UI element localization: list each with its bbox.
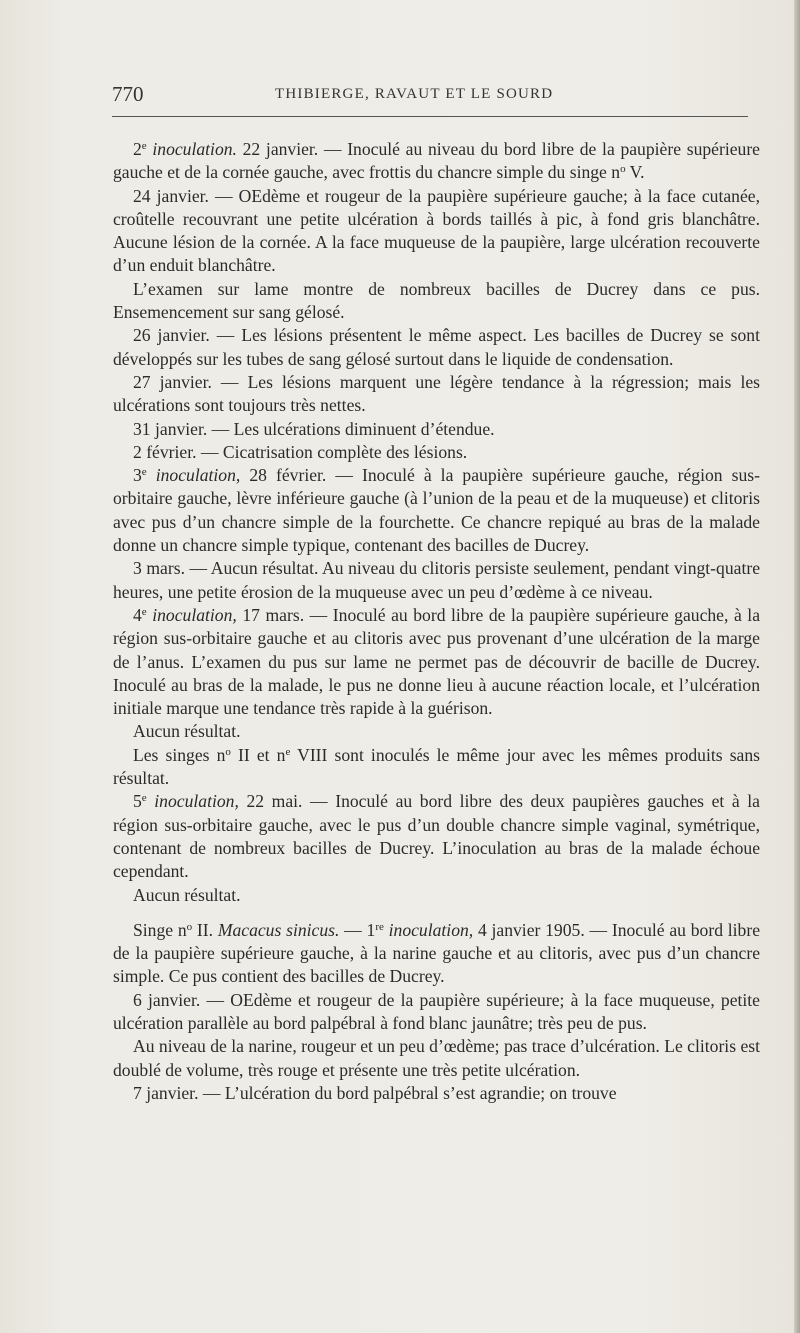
- superscript: e: [285, 745, 291, 758]
- paragraph: [113, 464, 760, 557]
- paragraph: [113, 1082, 760, 1105]
- paragraph: [113, 720, 760, 743]
- text-run: II.: [192, 919, 218, 940]
- superscript: e: [141, 140, 147, 152]
- italic-text: inoculation,: [388, 919, 474, 940]
- text-run: 27 janvier. — Les lésions marquent une légère tendance à la régression; mais les ulcérations sont toujours très nettes.: [113, 371, 760, 416]
- superscript: o: [186, 920, 193, 933]
- text-run: 3: [133, 465, 142, 486]
- text-run: 7 janvier. — L’ulcération du bord palpébral s’est agrandie; on trouve: [133, 1082, 617, 1103]
- text-run: [147, 465, 156, 485]
- italic-text: inoculation,: [154, 791, 239, 812]
- paragraph: [113, 744, 760, 791]
- paragraph: [113, 278, 760, 325]
- text-run: 28 février. — Inoculé à la paupière supérieure gauche, région sus-orbitaire gauche, lèvre inférieure gauche (à l’union de la peau et de la muqueuse) et clitoris avec pus d’un chancre simple de la fourchette. Ce chancre repiqué au bras de la malade donne un chancre simple typique, contenant des bacilles de Ducrey.: [113, 465, 760, 556]
- text-run: Les singes n: [133, 744, 226, 765]
- paragraph: [113, 138, 760, 185]
- superscript: e: [141, 792, 147, 805]
- superscript: o: [620, 163, 626, 176]
- text-run: 4 janvier 1905. — Inoculé au bord libre de la paupière supérieure gauche, à la narine gauche et au clitoris, avec pus d’un chancre simple. Ce pus contient des bacilles de Ducrey.: [113, 919, 761, 987]
- superscript: e: [141, 605, 147, 618]
- text-run: 2: [133, 139, 142, 159]
- text-run: Singe n: [133, 919, 187, 940]
- text-run: 4: [133, 604, 142, 625]
- text-run: 6 janvier. — OEdème et rougeur de la paupière supérieure; à la face muqueuse, petite ulcération parallèle au bord palpébral à fond blanc jaunâtre; très peu de pus.: [113, 989, 760, 1033]
- paragraph: [113, 919, 760, 989]
- header-rule: [112, 116, 748, 117]
- text-run: II et n: [230, 744, 286, 765]
- paragraph: [113, 441, 760, 464]
- italic-text: inoculation,: [152, 604, 237, 625]
- paragraph: [113, 1035, 760, 1082]
- text-run: VIII sont inoculés le même jour avec les mêmes produits sans résultat.: [113, 744, 760, 789]
- paragraph: [113, 790, 760, 883]
- text-run: L’examen sur lame montre de nombreux bacilles de Ducrey dans ce pus. Ensemencement sur sang gélosé.: [113, 278, 760, 323]
- italic-text: inoculation,: [155, 465, 241, 486]
- text-run: 26 janvier. — Les lésions présentent le même aspect. Les bacilles de Ducrey se sont développés sur les tubes de sang gélosé surtout dans le liquide de condensation.: [113, 325, 760, 369]
- text-run: 22 janvier. — Inoculé au niveau du bord libre de la paupière supérieure gauche et de la cornée gauche, avec frottis du chancre simple du singe n: [113, 139, 760, 183]
- paragraph: [113, 557, 760, 604]
- text-run: 17 mars. — Inoculé au bord libre de la paupière supérieure gauche, à la région sus-orbitaire gauche et au clitoris avec pus provenant d’une ulcération de la marge de l’anus. L’examen du pus sur lame ne permet pas de découvrir de bacille de Ducrey. Inoculé au bras de la malade, le pus ne donne lieu à aucune réaction locale, et l’ulcération initiale marque une tendance très rapide à la guérison.: [113, 604, 761, 719]
- text-run: 5: [133, 791, 142, 812]
- text-run: Aucun résultat.: [133, 721, 241, 742]
- superscript: e: [141, 466, 147, 479]
- page-spine-shadow: [794, 0, 800, 1333]
- text-run: 22 mai. — Inoculé au bord libre des deux paupières gauches et à la région sus-orbitaire gauche, avec le pus d’un double chancre simple vaginal, symétrique, contenant de nombreux bacilles de Ducrey. L’inoculation au bras de la malade échoue cependant.: [113, 791, 760, 882]
- superscript: re: [375, 920, 384, 933]
- text-run: 3 mars. — Aucun résultat. Au niveau du clitoris persiste seulement, pendant vingt-quatre heures, une petite érosion de la muqueuse avec un peu d’œdème à ce niveau.: [113, 558, 760, 602]
- paragraph: [113, 324, 760, 371]
- text-run: V.: [625, 162, 645, 183]
- text-run: 31 janvier. — Les ulcérations diminuent d’étendue.: [133, 418, 495, 439]
- italic-text: Macacus sinicus.: [217, 919, 340, 940]
- body-text: [113, 138, 760, 1105]
- text-run: 2 février. — Cicatrisation complète des lésions.: [133, 441, 468, 462]
- paragraph: [113, 604, 760, 720]
- page-header: [112, 82, 748, 106]
- superscript: o: [225, 745, 231, 758]
- text-run: — 1: [339, 919, 376, 940]
- paragraph: [113, 371, 760, 418]
- paragraph: [113, 989, 760, 1036]
- paragraph: [113, 418, 760, 441]
- text-run: 24 janvier. — OEdème et rougeur de la paupière supérieure gauche; à la face cutanée, croûtelle recouvrant une petite ulcération à bords taillés à pic, à fond gris blanchâtre. Aucune lésion de la cornée. A la face muqueuse de la paupière, large ulcération recouverte d’un enduit blanchâtre.: [113, 185, 760, 276]
- text-run: Au niveau de la narine, rougeur et un peu d’œdème; pas trace d’ulcération. Le clitoris est doublé de volume, très rouge et présente une très petite ulcération.: [113, 1036, 760, 1080]
- text-run: Aucun résultat.: [133, 884, 241, 905]
- paragraph: [113, 185, 760, 278]
- page-number: 770: [112, 82, 144, 106]
- italic-text: inoculation.: [152, 139, 237, 159]
- running-head: THIBIERGE, RAVAUT ET LE SOURD: [275, 86, 554, 102]
- paragraph: [113, 884, 760, 907]
